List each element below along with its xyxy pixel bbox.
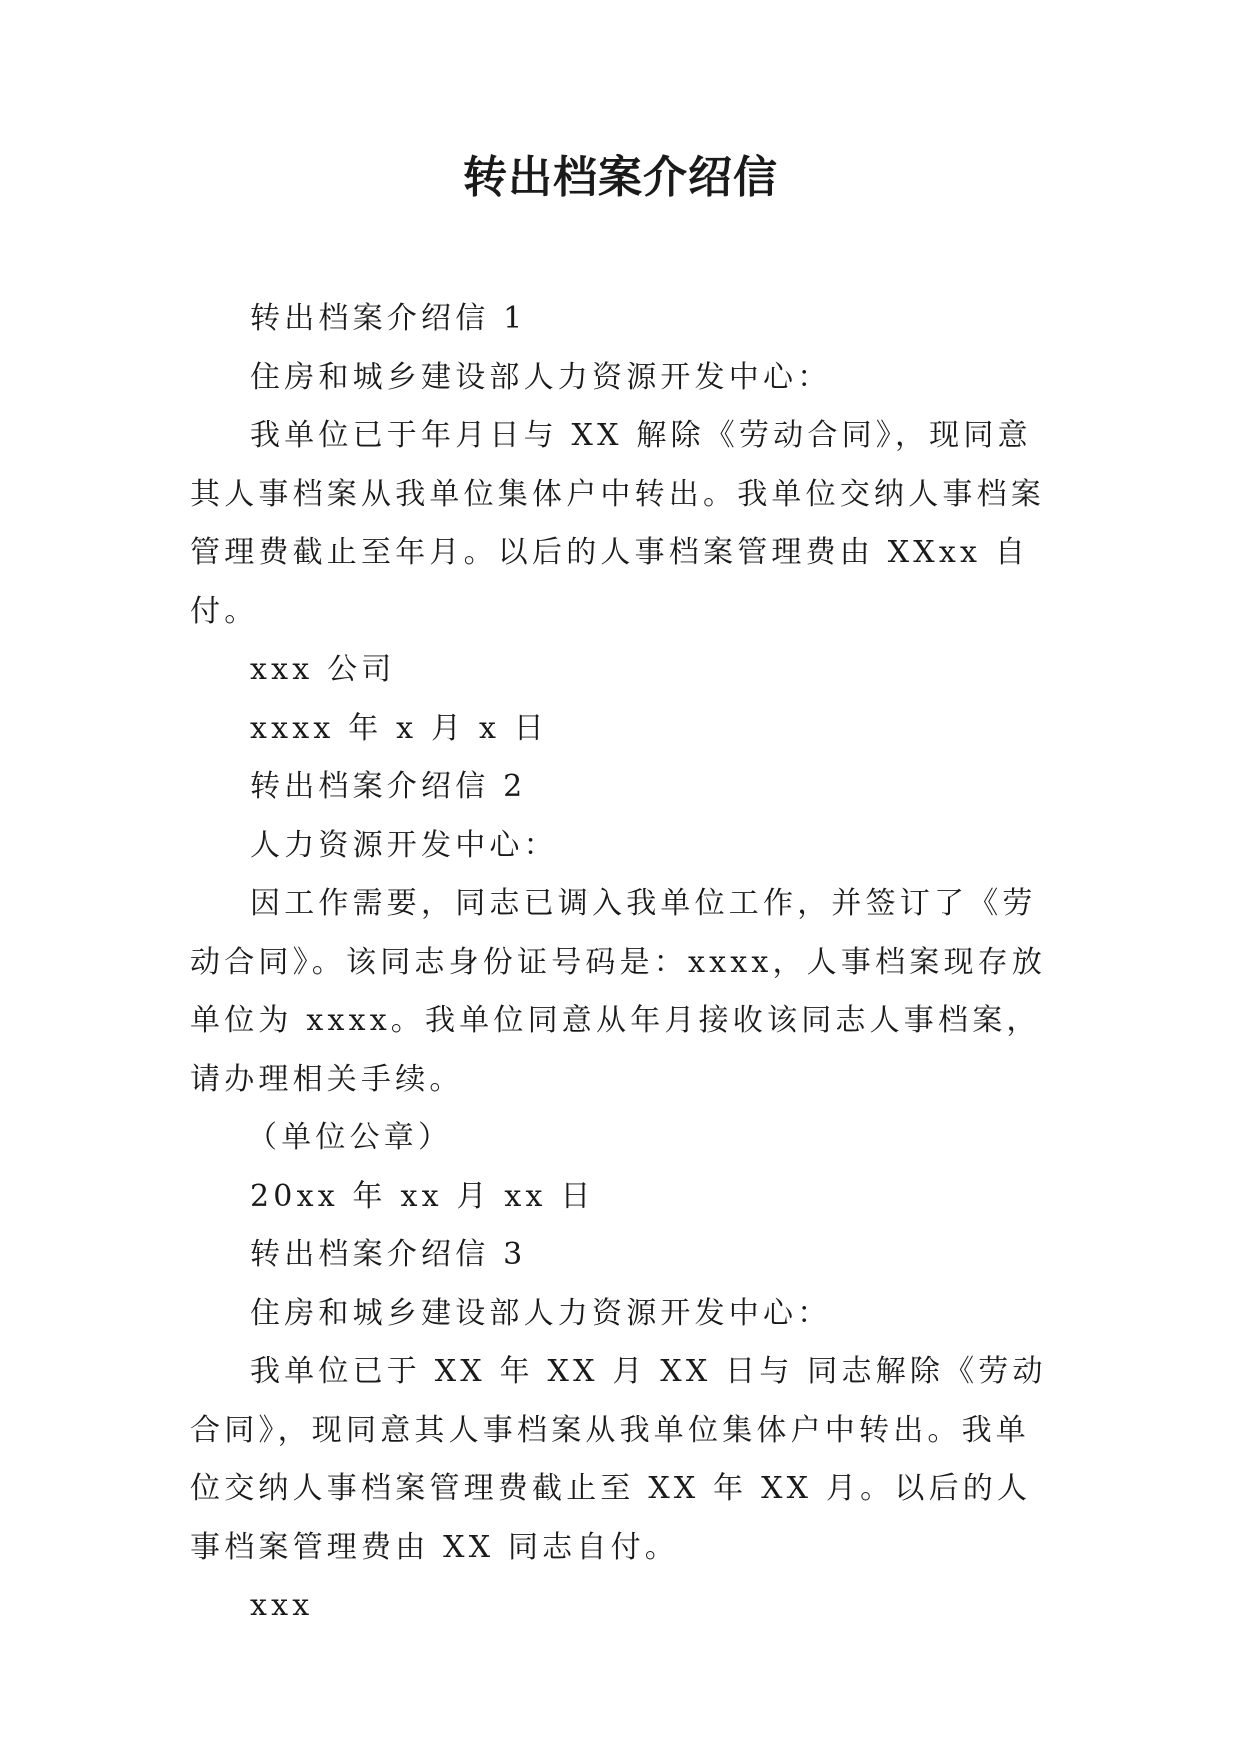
document-body [190,290,1056,1636]
letter-1-body: 我单位已于年月日与 XX 解除《劳动合同》，现同意其人事档案从我单位集体户中转出。我单位交纳人事档案管理费截止至年月。以后的人事档案管理费由 XXxx 自付。 [190,418,1045,629]
letter-3-heading: 转出档案介绍信 3 [250,1237,527,1272]
letter-3-recipient: 住房和城乡建设部人力资源开发中心： [250,1295,832,1331]
letter-3-signature: xxx [250,1588,314,1623]
letter-2-heading: 转出档案介绍信 2 [250,769,527,804]
letter-2-seal: （单位公章） [247,1120,453,1155]
letter-1-signature: xxx 公司 [250,652,396,687]
letter-2-body: 因工作需要，同志已调入我单位工作，并签订了《劳动合同》。该同志身份证号码是：xxxx，人事档案现存放单位为 xxxx。我单位同意从年月接收该同志人事档案，请办理相关手续。 [190,886,1047,1097]
letter-1-heading: 转出档案介绍信 1 [250,301,527,336]
letter-1-recipient: 住房和城乡建设部人力资源开发中心： [250,359,832,395]
letter-2-date: 20xx 年 xx 月 xx 日 [250,1178,595,1214]
letter-2-recipient: 人力资源开发中心： [250,827,558,863]
letter-1-date: xxxx 年 x 月 x 日 [250,710,548,746]
document-title: 转出档案介绍信 [463,152,778,203]
letter-3-body: 我单位已于 XX 年 XX 月 XX 日与 同志解除《劳动合同》，现同意其人事档案从我单位集体户中转出。我单位交纳人事档案管理费截止至 XX 年 XX 月。以后的人事档案管理费由 XX 同志自付。 [190,1354,1047,1565]
